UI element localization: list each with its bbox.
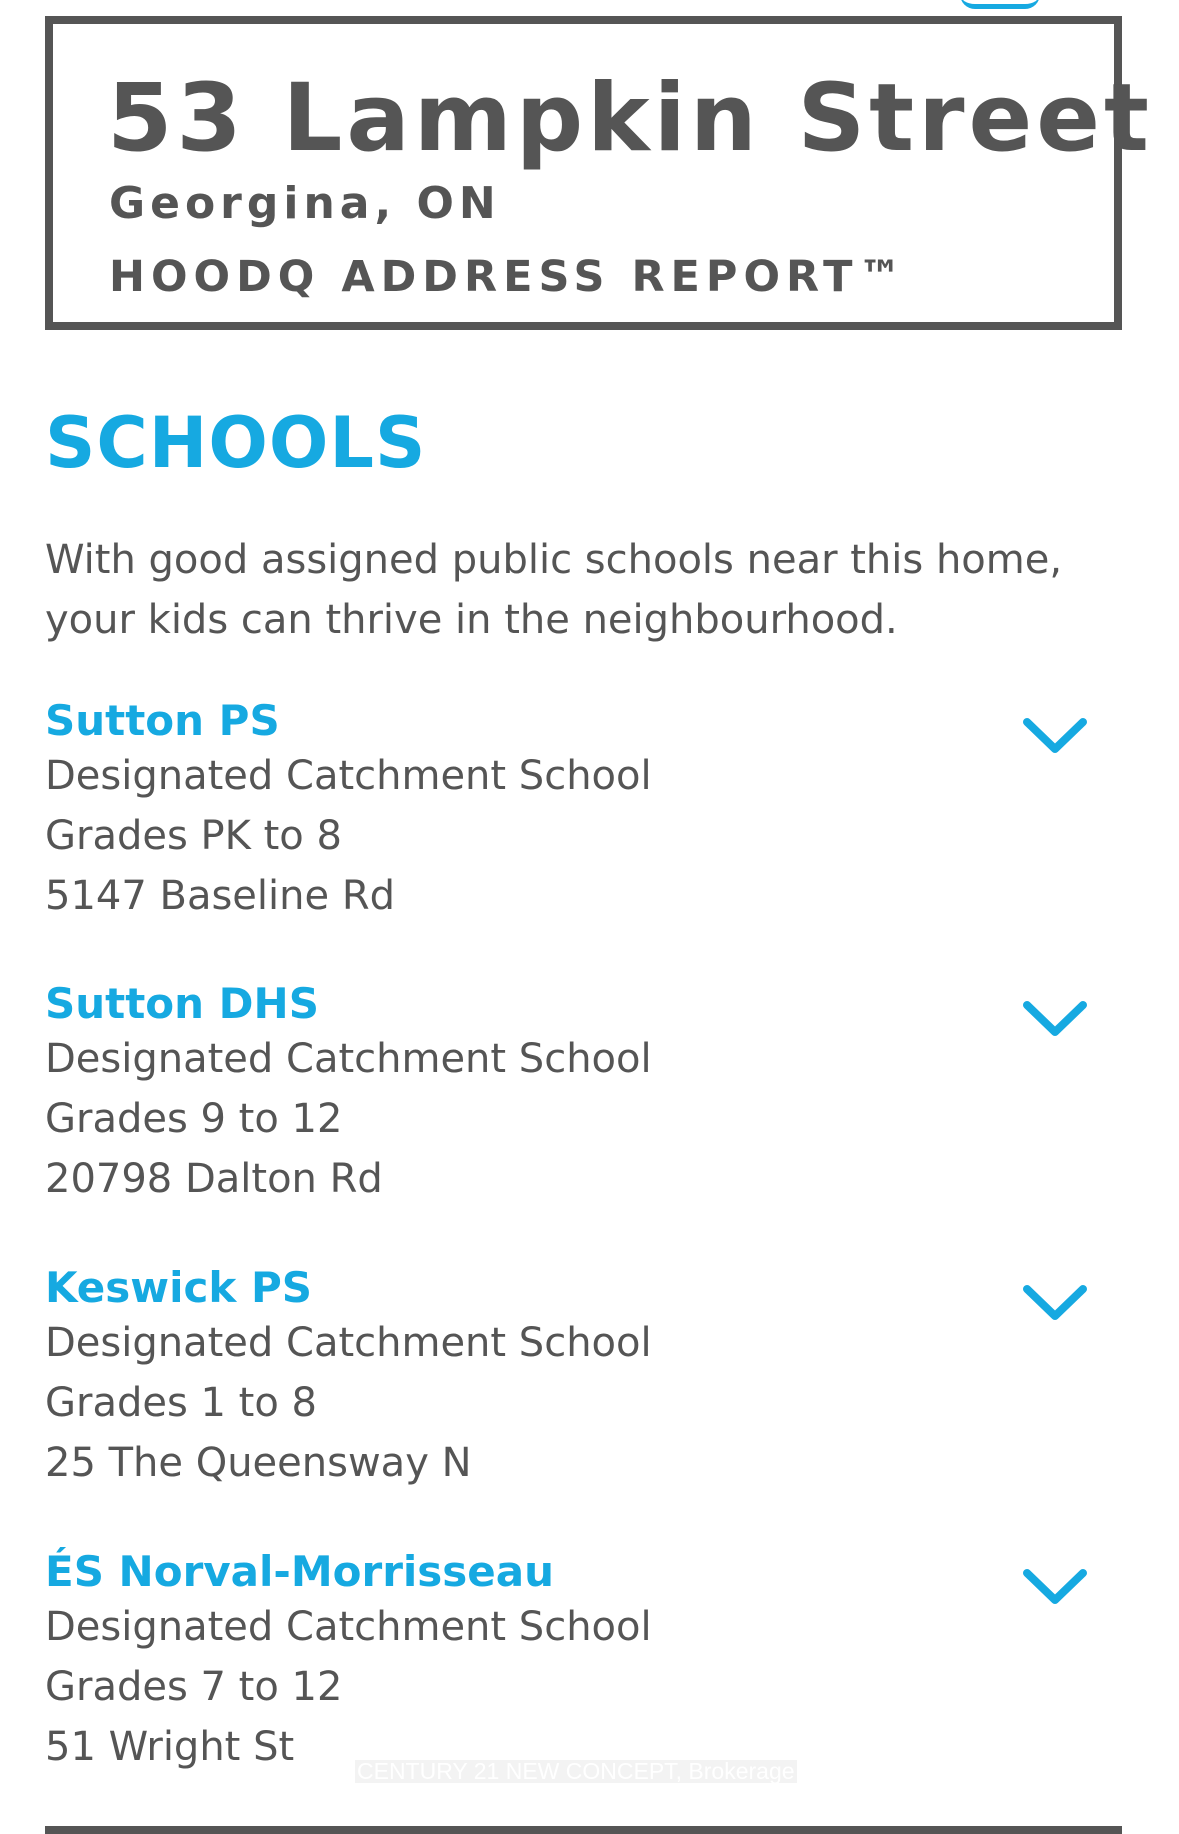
school-item-keswick-ps[interactable]: [45, 1263, 1135, 1507]
school-grades: Grades 7 to 12: [45, 1664, 343, 1710]
school-grades: Grades PK to 8: [45, 813, 342, 859]
chevron-down-icon[interactable]: [1022, 999, 1088, 1039]
school-name[interactable]: Keswick PS: [45, 1263, 312, 1312]
schools-heading: SCHOOLS: [45, 402, 427, 484]
school-address: 25 The Queensway N: [45, 1440, 472, 1486]
city-province: Georgina, ON: [109, 178, 501, 229]
brokerage-watermark: CENTURY 21 NEW CONCEPT, Brokerage: [357, 1758, 795, 1784]
top-edge-icon-fragment: [960, 0, 1040, 9]
school-name[interactable]: Sutton DHS: [45, 979, 319, 1028]
school-address: 51 Wright St: [45, 1724, 295, 1770]
school-item-sutton-dhs[interactable]: [45, 979, 1135, 1223]
school-address: 5147 Baseline Rd: [45, 873, 395, 919]
school-designation: Designated Catchment School: [45, 753, 652, 799]
school-designation: Designated Catchment School: [45, 1320, 652, 1366]
chevron-down-icon[interactable]: [1022, 716, 1088, 756]
chevron-down-icon[interactable]: [1022, 1283, 1088, 1323]
schools-intro: With good assigned public schools near this home, your kids can thrive in the neighbourhood.: [45, 537, 1063, 643]
school-grades: Grades 1 to 8: [45, 1380, 317, 1426]
section-divider: [45, 1826, 1122, 1834]
school-designation: Designated Catchment School: [45, 1604, 652, 1650]
school-designation: Designated Catchment School: [45, 1036, 652, 1082]
school-address: 20798 Dalton Rd: [45, 1156, 383, 1202]
chevron-down-icon[interactable]: [1022, 1567, 1088, 1607]
school-item-sutton-ps[interactable]: [45, 696, 1135, 940]
report-title: HOODQ ADDRESS REPORT™: [109, 252, 908, 302]
school-item-es-norval-morrisseau[interactable]: [45, 1547, 1135, 1791]
school-name[interactable]: ÉS Norval-Morrisseau: [45, 1547, 555, 1596]
street-address: 53 Lampkin Street: [107, 64, 1153, 173]
school-name[interactable]: Sutton PS: [45, 696, 280, 745]
school-grades: Grades 9 to 12: [45, 1096, 343, 1142]
address-header: [45, 16, 1153, 330]
